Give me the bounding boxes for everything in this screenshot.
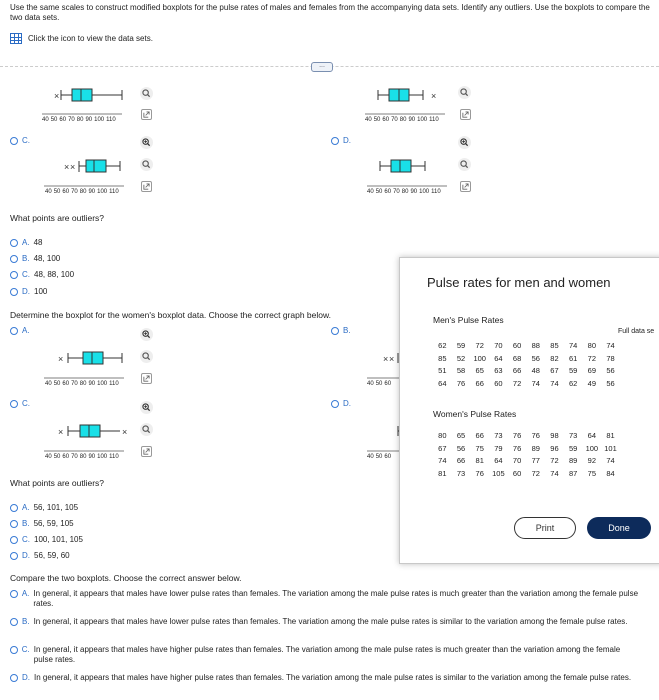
answer-option[interactable]: [10, 519, 74, 528]
zoom-in-icon[interactable]: [140, 401, 153, 414]
full-data-label[interactable]: Full data se: [618, 328, 655, 335]
outlier-mark: ×: [389, 354, 395, 364]
tick-label: 110: [109, 454, 119, 460]
data-row: [433, 340, 620, 353]
data-cell: 78: [606, 353, 615, 363]
axis-labels: [367, 381, 391, 387]
option-text: In general, it appears that males have higher pulse rates than females. The variation among the male pulse rates is similar to the variation among the female pulse rates.: [34, 673, 632, 682]
tick-label: 80: [79, 454, 87, 460]
axis-labels: [45, 454, 119, 460]
tick-label: 40: [45, 189, 52, 195]
outlier-mark: ×: [383, 354, 389, 364]
tick-label: 60: [59, 117, 67, 123]
data-cell: 100: [585, 443, 599, 453]
data-cell: 72: [587, 353, 597, 363]
answer-option[interactable]: [10, 535, 83, 544]
option-letter: D.: [343, 399, 351, 408]
tick-label: 50: [375, 381, 383, 387]
popup-icon[interactable]: [141, 181, 152, 192]
tick-label: 100: [97, 381, 108, 387]
tick-label: 70: [68, 117, 75, 123]
outlier-mark: ×: [58, 354, 64, 364]
data-cell: 70: [494, 341, 503, 350]
tick-label: 60: [62, 189, 70, 195]
radio[interactable]: [10, 520, 18, 528]
axis-labels: [42, 117, 116, 123]
outlier-mark: ×: [58, 427, 64, 437]
radio-c[interactable]: [10, 137, 18, 145]
answer-option[interactable]: [10, 270, 74, 279]
dataset-link-text: Click the icon to view the data sets.: [28, 34, 153, 43]
boxplot-c-top: [42, 84, 142, 134]
tick-label: 100: [97, 454, 108, 460]
tick-label: 110: [106, 117, 116, 123]
option-letter: C.: [22, 270, 30, 279]
tick-label: 110: [431, 189, 441, 195]
data-cell: 74: [531, 378, 540, 388]
tick-label: 40: [367, 189, 374, 195]
tick-label: 50: [373, 117, 381, 123]
option-c-women[interactable]: [10, 399, 30, 408]
tick-label: 100: [94, 117, 105, 123]
option-letter: D.: [343, 136, 351, 145]
outlier-mark: ×: [431, 91, 437, 101]
print-button[interactable]: Print: [514, 517, 576, 539]
data-window-title: Pulse rates for men and women: [427, 275, 611, 290]
data-row: [433, 455, 620, 468]
option-text: In general, it appears that males have lower pulse rates than females. The variation among the male pulse rates is similar to the variation among the female pulse rates.: [33, 617, 628, 626]
tick-label: 60: [384, 189, 392, 195]
axis-labels: [365, 117, 439, 123]
data-cell: 68: [512, 353, 522, 363]
data-cell: 75: [587, 468, 597, 478]
question-compare: Compare the two boxplots. Choose the correct answer below.: [10, 573, 242, 583]
axis-labels: [45, 381, 119, 387]
tick-label: 50: [375, 454, 383, 460]
data-cell: 81: [438, 468, 447, 478]
answer-option[interactable]: [10, 254, 60, 263]
tick-label: 60: [382, 117, 390, 123]
tick-label: 80: [401, 189, 409, 195]
data-cell: 76: [512, 431, 522, 440]
outlier-mark: ×: [64, 162, 70, 172]
radio[interactable]: [10, 239, 18, 247]
answer-option[interactable]: [10, 589, 640, 609]
data-cell: 75: [475, 443, 484, 453]
tick-label: 50: [53, 454, 61, 460]
men-data-table: [433, 340, 620, 390]
data-cell: 77: [531, 456, 540, 465]
tick-label: 80: [79, 189, 87, 195]
data-row: [433, 353, 620, 366]
zoom-in-icon[interactable]: [458, 136, 471, 149]
data-row: [433, 430, 620, 443]
question-women-boxplot: Determine the boxplot for the women's boxplot data. Choose the correct graph below.: [10, 310, 332, 320]
women-label: Women's Pulse Rates: [433, 409, 517, 419]
option-letter: A.: [22, 326, 30, 335]
data-cell: 58: [456, 366, 466, 375]
data-cell: 89: [531, 443, 540, 453]
data-cell: 66: [475, 431, 484, 440]
radio[interactable]: [10, 618, 18, 626]
zoom-in-icon[interactable]: [140, 136, 153, 149]
data-cell: 56: [606, 378, 615, 388]
tick-label: 70: [71, 381, 78, 387]
tick-label: 50: [50, 117, 58, 123]
data-cell: 62: [438, 341, 447, 350]
data-cell: 105: [492, 468, 505, 478]
data-cell: 60: [494, 378, 503, 388]
tick-label: 100: [417, 117, 428, 123]
radio[interactable]: [10, 674, 18, 682]
option-letter: B.: [22, 254, 30, 263]
zoom-icon[interactable]: [140, 423, 153, 436]
data-cell: 89: [568, 456, 578, 465]
answer-option[interactable]: [10, 287, 47, 296]
option-text: 48, 100: [33, 254, 61, 263]
tick-label: 60: [384, 381, 392, 387]
data-cell: 92: [587, 456, 597, 465]
men-section: [433, 315, 659, 325]
axis-labels: [367, 189, 441, 195]
radio[interactable]: [10, 504, 18, 512]
option-letter: C.: [22, 136, 30, 145]
answer-option[interactable]: [10, 673, 640, 683]
radio-b[interactable]: [331, 327, 339, 335]
data-cell: 59: [568, 443, 578, 453]
tick-label: 40: [45, 381, 52, 387]
tick-label: 50: [53, 189, 61, 195]
data-cell: 74: [438, 456, 447, 465]
tick-label: 90: [88, 381, 96, 387]
tick-label: 110: [109, 189, 119, 195]
data-cell: 63: [494, 366, 503, 375]
answer-option[interactable]: [10, 238, 42, 247]
data-cell: 66: [456, 456, 466, 465]
tick-label: 90: [410, 189, 418, 195]
done-button[interactable]: Done: [587, 517, 651, 539]
popup-icon[interactable]: [141, 446, 152, 457]
data-cell: 87: [568, 468, 578, 478]
data-cell: 67: [550, 366, 559, 375]
data-cell: 65: [456, 431, 466, 440]
data-cell: 72: [550, 456, 559, 465]
outlier-mark: ×: [54, 91, 60, 101]
radio-c[interactable]: [10, 400, 18, 408]
data-cell: 96: [550, 443, 559, 453]
zoom-in-icon[interactable]: [140, 328, 153, 341]
zoom-icon[interactable]: [458, 158, 471, 171]
data-cell: 76: [512, 443, 522, 453]
data-cell: 80: [587, 341, 597, 350]
data-cell: 64: [438, 378, 447, 388]
option-text: 56, 59, 60: [34, 551, 70, 560]
data-cell: 80: [438, 431, 447, 440]
data-cell: 66: [512, 366, 522, 375]
data-cell: 73: [494, 431, 503, 440]
data-cell: 56: [456, 443, 466, 453]
data-cell: 100: [473, 353, 486, 363]
answer-option[interactable]: [10, 645, 640, 665]
data-row: [433, 443, 620, 456]
data-cell: 101: [604, 443, 617, 453]
data-cell: 60: [512, 468, 522, 478]
tick-label: 80: [76, 117, 84, 123]
data-cell: 79: [494, 443, 503, 453]
answer-option[interactable]: [10, 551, 70, 560]
data-cell: 81: [606, 431, 615, 440]
boxplot-svg: [42, 84, 142, 132]
option-letter: B.: [343, 326, 351, 335]
data-cell: 64: [587, 431, 597, 440]
tick-label: 40: [367, 381, 374, 387]
data-cell: 69: [587, 366, 597, 375]
zoom-icon[interactable]: [140, 158, 153, 171]
option-c[interactable]: [10, 136, 30, 145]
tick-label: 80: [79, 381, 87, 387]
data-cell: 73: [568, 431, 578, 440]
tick-label: 60: [62, 454, 70, 460]
option-letter: A.: [22, 238, 30, 247]
option-letter: B.: [22, 519, 30, 528]
radio[interactable]: [10, 552, 18, 560]
option-text: 56, 101, 105: [33, 503, 79, 512]
data-cell: 70: [512, 456, 522, 465]
radio-a[interactable]: [10, 327, 18, 335]
radio[interactable]: [10, 271, 18, 279]
men-label: Men's Pulse Rates: [433, 315, 504, 325]
data-cell: 74: [606, 456, 615, 465]
question-intro: Use the same scales to construct modified boxplots for the pulse rates of males and females from the accompanying data sets. Identify any outliers. Use the boxplots to compare the two data sets.: [10, 3, 650, 22]
radio[interactable]: [10, 288, 18, 296]
tick-label: 50: [53, 381, 61, 387]
data-cell: 66: [475, 378, 484, 388]
option-letter: A.: [21, 589, 30, 598]
radio-d[interactable]: [331, 137, 339, 145]
data-cell: 56: [606, 366, 615, 375]
tick-label: 80: [399, 117, 407, 123]
data-cell: 62: [568, 378, 578, 388]
option-b[interactable]: [331, 326, 351, 335]
data-cell: 52: [456, 353, 466, 363]
option-letter: C.: [22, 399, 30, 408]
answer-option[interactable]: [10, 503, 78, 512]
tick-label: 40: [42, 117, 49, 123]
data-cell: 74: [568, 341, 578, 350]
data-window: [399, 257, 659, 564]
data-row: [433, 365, 620, 378]
axis-labels: [367, 454, 391, 460]
popup-icon[interactable]: [141, 109, 152, 120]
data-cell: 88: [531, 341, 540, 350]
tick-label: 100: [97, 189, 108, 195]
data-cell: 61: [568, 353, 578, 363]
option-d-women[interactable]: [331, 399, 351, 408]
data-cell: 84: [606, 468, 615, 478]
data-cell: 72: [475, 341, 484, 350]
option-text: 100: [34, 287, 48, 296]
data-cell: 60: [512, 341, 522, 350]
tick-label: 70: [71, 189, 78, 195]
radio[interactable]: [10, 590, 18, 598]
data-cell: 64: [494, 456, 503, 465]
data-cell: 98: [550, 431, 559, 440]
popup-icon[interactable]: [141, 373, 152, 384]
tick-label: 70: [71, 454, 78, 460]
data-cell: 76: [531, 431, 540, 440]
women-data-table: [433, 430, 620, 480]
data-cell: 48: [531, 366, 540, 375]
option-a[interactable]: [10, 326, 30, 335]
data-cell: 51: [438, 366, 447, 375]
zoom-icon[interactable]: [458, 86, 471, 99]
popup-icon[interactable]: [460, 109, 471, 120]
radio[interactable]: [10, 255, 18, 263]
option-letter: A.: [22, 503, 30, 512]
option-text: In general, it appears that males have higher pulse rates than females. The variation among the male pulse rates is much greater than the variation among the female pulse rates.: [33, 645, 621, 664]
data-cell: 85: [550, 341, 559, 350]
data-cell: 74: [550, 378, 559, 388]
tick-label: 60: [384, 454, 392, 460]
tick-label: 110: [109, 381, 119, 387]
data-cell: 81: [475, 456, 484, 465]
data-cell: 67: [438, 443, 447, 453]
radio-d[interactable]: [331, 400, 339, 408]
tick-label: 70: [391, 117, 398, 123]
option-letter: B.: [22, 617, 30, 626]
option-letter: C.: [21, 645, 30, 654]
data-cell: 49: [587, 378, 597, 388]
question-outliers-men: What points are outliers?: [10, 213, 105, 223]
option-letter: D.: [22, 551, 30, 560]
data-cell: 59: [568, 366, 578, 375]
outlier-mark: ×: [122, 427, 128, 437]
data-cell: 73: [456, 468, 466, 478]
axis-labels: [45, 189, 119, 195]
dataset-link[interactable]: [10, 33, 153, 44]
data-cell: 76: [456, 378, 466, 388]
tick-label: 40: [45, 454, 52, 460]
tick-label: 60: [62, 381, 70, 387]
tick-label: 50: [375, 189, 383, 195]
tick-label: 40: [365, 117, 372, 123]
radio[interactable]: [10, 536, 18, 544]
tick-label: 40: [367, 454, 374, 460]
tick-label: 90: [88, 189, 96, 195]
radio[interactable]: [10, 646, 18, 654]
zoom-icon[interactable]: [140, 87, 153, 100]
data-row: [433, 378, 620, 391]
data-cell: 74: [550, 468, 559, 478]
option-text: 48: [33, 238, 43, 247]
data-cell: 65: [475, 366, 484, 375]
tick-label: 110: [429, 117, 439, 123]
zoom-icon[interactable]: [140, 350, 153, 363]
option-letter: C.: [22, 535, 30, 544]
data-cell: 56: [531, 353, 540, 363]
data-row: [433, 468, 620, 481]
tick-label: 70: [393, 189, 400, 195]
option-text: 100, 101, 105: [34, 535, 83, 544]
data-cell: 59: [456, 341, 466, 350]
data-cell: 72: [531, 468, 540, 478]
tick-label: 90: [88, 454, 96, 460]
option-text: 56, 59, 105: [33, 519, 74, 528]
popup-icon[interactable]: [460, 181, 471, 192]
option-text: In general, it appears that males have lower pulse rates than females. The variation among the male pulse rates is much greater than the variation among the female pulse rates.: [33, 589, 639, 608]
outlier-mark: ×: [70, 162, 76, 172]
tick-label: 100: [419, 189, 430, 195]
option-text: 48, 88, 100: [34, 270, 75, 279]
tick-label: 90: [408, 117, 416, 123]
option-letter: D.: [22, 673, 30, 682]
women-section: [433, 409, 659, 419]
data-cell: 76: [475, 468, 484, 478]
data-cell: 72: [512, 378, 522, 388]
data-cell: 82: [550, 353, 559, 363]
data-cell: 74: [606, 341, 615, 350]
data-cell: 85: [438, 353, 447, 363]
answer-option[interactable]: [10, 617, 640, 627]
table-icon[interactable]: [10, 33, 22, 44]
question-outliers-women: What points are outliers?: [10, 478, 105, 488]
option-d[interactable]: [331, 136, 351, 145]
data-cell: 64: [494, 353, 503, 363]
expand-handle[interactable]: ...: [311, 62, 333, 72]
option-letter: D.: [22, 287, 30, 296]
tick-label: 90: [85, 117, 93, 123]
